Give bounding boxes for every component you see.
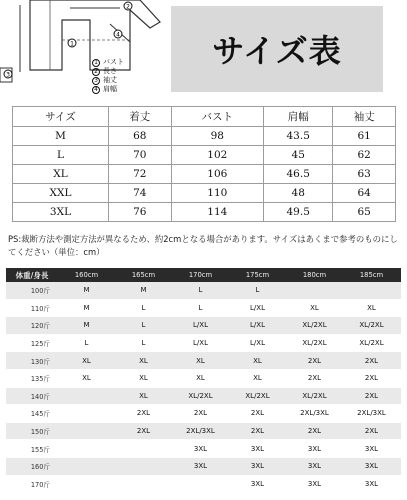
height-header: 185cm (359, 271, 384, 279)
legend-label: バスト (103, 58, 124, 66)
size-value-cell: 65 (333, 203, 396, 222)
size-table-header-row (13, 107, 396, 127)
table-row (6, 476, 401, 494)
weight-cell: 170斤 (30, 480, 50, 489)
weight-cell: 125斤 (30, 340, 50, 349)
weight-cell: 155斤 (30, 445, 50, 454)
size-value-cell: 74 (109, 184, 172, 203)
size-value-cell: 76 (109, 203, 172, 222)
size-recommendation-cell: 3XL (250, 479, 265, 488)
size-recommendation-cell: L/XL (250, 339, 265, 348)
legend-label: 長さ (103, 67, 117, 75)
size-recommendation-cell: L/XL (250, 321, 265, 330)
size-recommendation-cell: XL (82, 356, 91, 365)
size-recommendation-cell: L (141, 339, 146, 348)
size-recommendation-cell: 2XL (364, 374, 379, 383)
size-value-cell: 48 (264, 184, 333, 203)
size-header-cell: サイズ (13, 107, 109, 127)
size-recommendation-cell: 2XL (193, 409, 208, 418)
size-recommendation-cell: 2XL (307, 427, 322, 436)
size-header-cell: 肩幅 (264, 107, 333, 127)
size-recommendation-cell: 3XL (193, 462, 208, 471)
table-row (6, 423, 401, 441)
table-row (6, 388, 401, 406)
size-value-cell: 68 (109, 127, 172, 146)
size-label-cell: XL (13, 165, 109, 184)
legend-number: 4 (92, 86, 100, 94)
measurement-legend (92, 58, 124, 94)
size-recommendation-cell: L/XL (250, 303, 265, 312)
size-value-cell: 49.5 (264, 203, 333, 222)
size-recommendation-cell: 3XL (193, 444, 208, 453)
legend-number: 3 (92, 77, 100, 85)
size-recommendation-cell: 3XL (307, 479, 322, 488)
height-header: 165cm (131, 271, 156, 279)
size-recommendation-cell: XL/2XL (359, 321, 384, 330)
measurement-note: PS:裁断方法や測定方法が異なるため、約2cmとなる場合があります。サイズはあくまで参考のものにしてください（単位：cm） (8, 234, 398, 257)
legend-number: 1 (92, 59, 100, 67)
height-header: 175cm (245, 271, 270, 279)
size-recommendation-cell: L/XL (193, 339, 208, 348)
size-label-cell: M (13, 127, 109, 146)
table-row (13, 146, 396, 165)
size-recommendation-cell: XL/2XL (302, 321, 327, 330)
table-row (6, 405, 401, 423)
table-row (6, 335, 401, 353)
table-row (13, 203, 396, 222)
size-value-cell: 110 (171, 184, 263, 203)
size-value-cell: 43.5 (264, 127, 333, 146)
size-recommendation-cell: 2XL/3XL (357, 409, 386, 418)
size-recommendation-cell: XL/2XL (302, 391, 327, 400)
weight-cell: 100斤 (30, 287, 50, 296)
size-label-cell: 3XL (13, 203, 109, 222)
table-row (6, 458, 401, 476)
legend-item (92, 76, 124, 85)
svg-text:1: 1 (70, 40, 74, 48)
legend-item (92, 58, 124, 67)
size-recommendation-cell: 3XL (364, 462, 379, 471)
size-recommendation-cell: 2XL (364, 427, 379, 436)
size-recommendation-cell: M (140, 286, 147, 295)
size-recommendation-cell: 2XL (364, 391, 379, 400)
size-header-cell: 着丈 (109, 107, 172, 127)
size-recommendation-cell: L (255, 286, 260, 295)
size-recommendation-cell: L (84, 339, 89, 348)
table-row (6, 370, 401, 388)
size-recommendation-cell: XL (253, 374, 262, 383)
svg-text:2: 2 (126, 3, 130, 11)
size-recommendation-cell: 2XL (307, 356, 322, 365)
shirt-diagram (0, 0, 165, 100)
size-label-cell: L (13, 146, 109, 165)
size-recommendation-cell: M (83, 321, 90, 330)
size-recommendation-cell: XL/2XL (359, 339, 384, 348)
table-row (13, 165, 396, 184)
legend-number: 2 (92, 68, 100, 76)
size-recommendation-cell: L (141, 303, 146, 312)
recommendation-header (6, 268, 401, 282)
size-value-cell: 63 (333, 165, 396, 184)
recommendation-table (6, 268, 401, 493)
size-recommendation-cell: XL (139, 374, 148, 383)
svg-text:4: 4 (116, 31, 120, 39)
weight-cell: 145斤 (30, 410, 50, 419)
size-recommendation-cell: XL (196, 374, 205, 383)
size-recommendation-cell: 3XL (364, 444, 379, 453)
size-value-cell: 98 (171, 127, 263, 146)
size-value-cell: 45 (264, 146, 333, 165)
size-header-cell: 袖丈 (333, 107, 396, 127)
size-recommendation-cell: 3XL (250, 444, 265, 453)
size-recommendation-cell: 2XL (250, 427, 265, 436)
size-recommendation-cell: XL (367, 303, 376, 312)
size-recommendation-cell: 3XL (307, 462, 322, 471)
size-recommendation-cell: L/XL (193, 321, 208, 330)
size-table (12, 106, 396, 222)
legend-item (92, 67, 124, 76)
size-recommendation-cell: M (83, 286, 90, 295)
size-value-cell: 61 (333, 127, 396, 146)
size-recommendation-cell: XL (139, 356, 148, 365)
legend-item (92, 85, 124, 94)
size-recommendation-cell: XL/2XL (302, 339, 327, 348)
size-label-cell: XXL (13, 184, 109, 203)
recommendation-body (6, 282, 401, 493)
size-recommendation-cell: 3XL (250, 462, 265, 471)
size-recommendation-cell: XL/2XL (188, 391, 213, 400)
size-value-cell: 72 (109, 165, 172, 184)
size-value-cell: 46.5 (264, 165, 333, 184)
size-recommendation-cell: 2XL/3XL (300, 409, 329, 418)
table-row (6, 317, 401, 335)
height-header: 160cm (74, 271, 99, 279)
size-recommendation-cell: 2XL (136, 409, 151, 418)
weight-cell: 120斤 (30, 322, 50, 331)
svg-text:3: 3 (6, 71, 10, 79)
header-area (0, 0, 407, 100)
size-recommendation-cell: 2XL (364, 356, 379, 365)
size-recommendation-cell: XL (139, 391, 148, 400)
size-recommendation-cell: M (83, 303, 90, 312)
size-recommendation-cell: 3XL (364, 479, 379, 488)
weight-cell: 135斤 (30, 375, 50, 384)
size-value-cell: 106 (171, 165, 263, 184)
size-value-cell: 70 (109, 146, 172, 165)
height-header: 170cm (188, 271, 213, 279)
size-recommendation-cell: L (141, 321, 146, 330)
height-header: 180cm (302, 271, 327, 279)
table-row (13, 184, 396, 203)
table-row (6, 300, 401, 318)
weight-cell: 130斤 (30, 357, 50, 366)
size-recommendation-cell: 2XL/3XL (186, 427, 215, 436)
table-row (6, 282, 401, 300)
table-row (6, 440, 401, 458)
table-row (13, 127, 396, 146)
size-recommendation-cell: 3XL (307, 444, 322, 453)
size-value-cell: 62 (333, 146, 396, 165)
size-value-cell: 102 (171, 146, 263, 165)
size-value-cell: 64 (333, 184, 396, 203)
legend-label: 肩幅 (103, 85, 117, 93)
size-recommendation-cell: XL (196, 356, 205, 365)
size-recommendation-cell: L (198, 303, 203, 312)
size-recommendation-cell: XL/2XL (245, 391, 270, 400)
size-value-cell: 114 (171, 203, 263, 222)
size-recommendation-cell: XL (82, 374, 91, 383)
page-title: サイズ表 (212, 32, 342, 70)
weight-cell: 140斤 (30, 392, 50, 401)
size-recommendation-cell: L (198, 286, 203, 295)
weight-cell: 150斤 (30, 428, 50, 437)
size-recommendation-cell: 2XL (250, 409, 265, 418)
size-recommendation-cell: XL (310, 303, 319, 312)
weight-cell: 160斤 (30, 463, 50, 472)
table-row (6, 352, 401, 370)
size-recommendation-cell: XL (253, 356, 262, 365)
size-recommendation-cell: 2XL (307, 374, 322, 383)
legend-label: 袖丈 (103, 76, 117, 84)
size-header-cell: バスト (171, 107, 263, 127)
weight-height-label: 体重/身長 (15, 270, 49, 280)
title-banner (171, 6, 383, 92)
weight-cell: 110斤 (30, 304, 50, 313)
size-recommendation-cell: 2XL (136, 427, 151, 436)
